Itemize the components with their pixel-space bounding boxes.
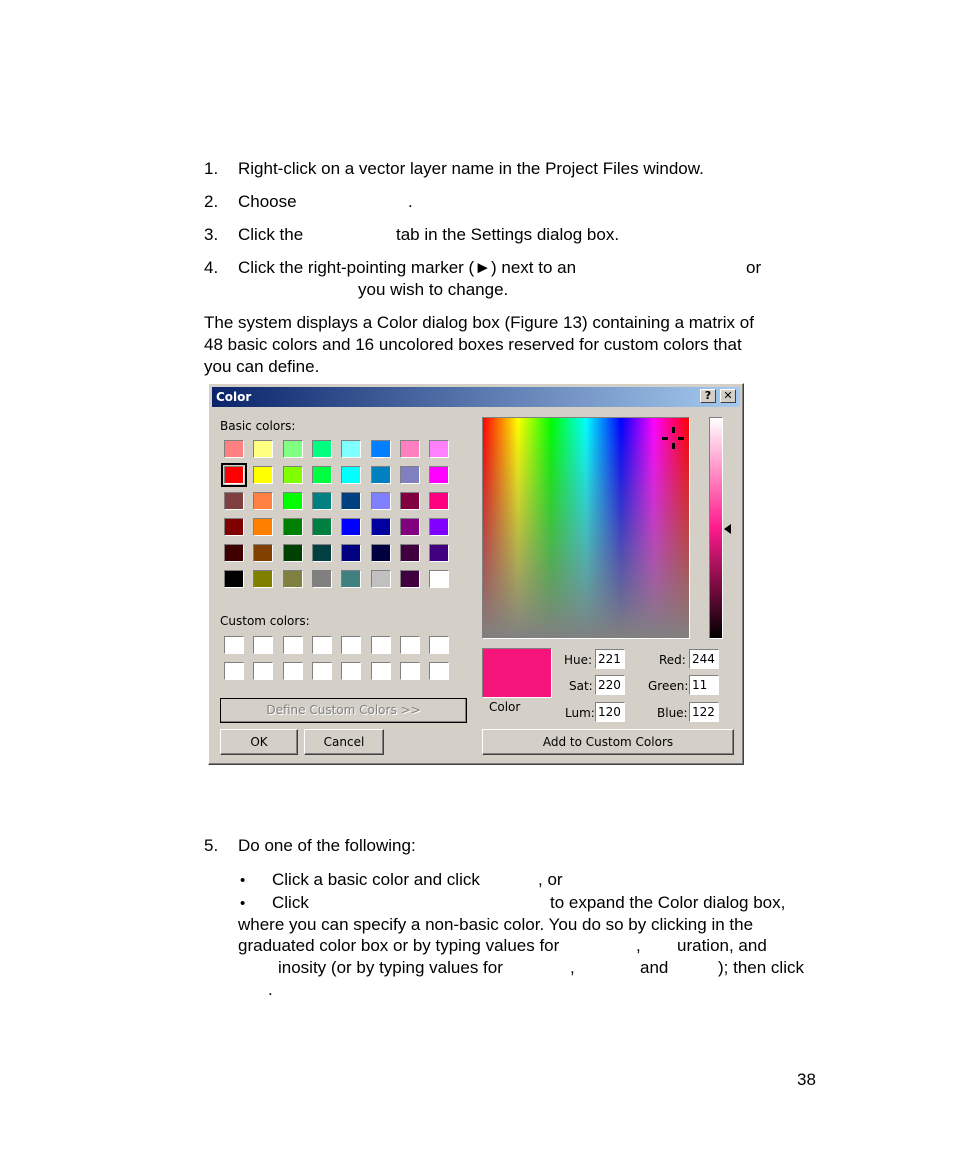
basic-color-swatch[interactable] bbox=[400, 440, 420, 458]
basic-color-swatch[interactable] bbox=[371, 544, 391, 562]
basic-color-swatch[interactable] bbox=[371, 466, 391, 484]
custom-color-swatch[interactable] bbox=[371, 662, 391, 680]
basic-color-swatch[interactable] bbox=[371, 440, 391, 458]
basic-color-swatch[interactable] bbox=[341, 544, 361, 562]
basic-color-swatch[interactable] bbox=[224, 544, 244, 562]
basic-color-swatch[interactable] bbox=[224, 466, 244, 484]
basic-color-swatch[interactable] bbox=[400, 466, 420, 484]
step-1-text: Right-click on a vector layer name in the Project Files window. bbox=[238, 159, 704, 178]
custom-color-swatch[interactable] bbox=[253, 662, 273, 680]
bullet-1-icon: • bbox=[240, 872, 246, 889]
custom-color-swatch[interactable] bbox=[283, 662, 303, 680]
basic-color-swatch[interactable] bbox=[341, 518, 361, 536]
define-custom-colors-button[interactable]: Define Custom Colors >> bbox=[220, 698, 467, 723]
basic-color-swatch[interactable] bbox=[312, 440, 332, 458]
step-2-number: 2. bbox=[204, 192, 219, 211]
basic-color-swatch[interactable] bbox=[253, 518, 273, 536]
step-3-text-a: Click the bbox=[238, 225, 304, 244]
basic-color-swatch[interactable] bbox=[400, 492, 420, 510]
bullet-2-line-4-a: inosity (or by typing values for bbox=[278, 958, 503, 977]
ok-button[interactable]: OK bbox=[220, 729, 298, 755]
basic-color-swatch[interactable] bbox=[253, 570, 273, 588]
add-to-custom-colors-button[interactable]: Add to Custom Colors bbox=[482, 729, 734, 755]
bullet-2-line-3-b: , bbox=[636, 936, 641, 955]
basic-color-swatch[interactable] bbox=[429, 570, 449, 588]
basic-color-swatch[interactable] bbox=[312, 570, 332, 588]
luminosity-marker-icon[interactable] bbox=[724, 524, 731, 534]
bullet-1-text-a: Click a basic color and click bbox=[272, 870, 480, 889]
red-input[interactable]: 244 bbox=[689, 649, 719, 669]
basic-color-swatch[interactable] bbox=[283, 544, 303, 562]
basic-color-swatch[interactable] bbox=[341, 570, 361, 588]
paragraph-line-1: The system displays a Color dialog box (Figure 13) containing a matrix of bbox=[204, 313, 754, 332]
close-button[interactable]: ✕ bbox=[720, 389, 736, 403]
bullet-2-line-4-c: and bbox=[640, 958, 669, 977]
help-button[interactable]: ? bbox=[700, 389, 716, 403]
green-label: Green: bbox=[648, 679, 689, 693]
color-preview bbox=[482, 648, 552, 698]
custom-color-swatch[interactable] bbox=[224, 662, 244, 680]
step-4-text-a: Click the right-pointing marker (►) next to an bbox=[238, 258, 577, 277]
basic-color-swatch[interactable] bbox=[371, 492, 391, 510]
luminosity-slider[interactable] bbox=[709, 417, 723, 639]
basic-color-swatch[interactable] bbox=[429, 440, 449, 458]
crosshair-icon bbox=[661, 426, 685, 450]
bullet-2-line-4-b: , bbox=[570, 958, 575, 977]
bullet-2-icon: • bbox=[240, 895, 246, 912]
step-4-text-b: or bbox=[746, 258, 762, 277]
page-number: 38 bbox=[797, 1070, 816, 1089]
basic-color-swatch[interactable] bbox=[224, 518, 244, 536]
bullet-2-line-3-c: uration, and bbox=[677, 936, 767, 955]
step-3-text-b: tab in the Settings dialog box. bbox=[396, 225, 620, 244]
lum-input[interactable]: 120 bbox=[595, 702, 625, 722]
basic-color-swatch[interactable] bbox=[253, 440, 273, 458]
basic-color-swatch[interactable] bbox=[312, 492, 332, 510]
custom-colors-label: Custom colors: bbox=[220, 614, 310, 628]
sat-input[interactable]: 220 bbox=[595, 675, 625, 695]
basic-color-swatch[interactable] bbox=[341, 440, 361, 458]
bullet-2-line-2: where you can specify a non-basic color. You do so by clicking in the bbox=[238, 915, 754, 934]
basic-color-swatch[interactable] bbox=[371, 570, 391, 588]
lum-label: Lum: bbox=[565, 706, 595, 720]
custom-color-swatch[interactable] bbox=[312, 636, 332, 654]
custom-color-swatch[interactable] bbox=[341, 636, 361, 654]
red-label: Red: bbox=[659, 653, 686, 667]
basic-color-swatch[interactable] bbox=[400, 544, 420, 562]
basic-color-swatch[interactable] bbox=[371, 518, 391, 536]
basic-color-swatch[interactable] bbox=[312, 466, 332, 484]
basic-color-swatch[interactable] bbox=[224, 440, 244, 458]
green-input[interactable]: 11 bbox=[689, 675, 719, 695]
paragraph-line-3: you can define. bbox=[204, 357, 320, 376]
basic-color-swatch[interactable] bbox=[341, 492, 361, 510]
basic-color-swatch[interactable] bbox=[429, 492, 449, 510]
hue-label: Hue: bbox=[564, 653, 593, 667]
basic-color-swatch[interactable] bbox=[400, 570, 420, 588]
custom-color-swatch[interactable] bbox=[224, 636, 244, 654]
dialog-title: Color bbox=[216, 390, 252, 404]
basic-color-swatch[interactable] bbox=[312, 518, 332, 536]
step-5-text: Do one of the following: bbox=[238, 836, 416, 855]
color-dialog bbox=[208, 383, 744, 765]
basic-colors-label: Basic colors: bbox=[220, 419, 296, 433]
paragraph-line-2: 48 basic colors and 16 uncolored boxes reserved for custom colors that bbox=[204, 335, 742, 354]
color-spectrum-box[interactable] bbox=[482, 417, 690, 639]
hue-input[interactable]: 221 bbox=[595, 649, 625, 669]
color-solid-label: Color bbox=[489, 700, 521, 714]
bullet-2-line-5: . bbox=[268, 980, 273, 999]
custom-color-swatch[interactable] bbox=[283, 636, 303, 654]
step-2-text: Choose bbox=[238, 192, 297, 211]
bullet-2-text-a: Click bbox=[272, 893, 309, 912]
cancel-button[interactable]: Cancel bbox=[304, 729, 384, 755]
basic-color-swatch[interactable] bbox=[429, 518, 449, 536]
basic-color-swatch[interactable] bbox=[253, 544, 273, 562]
basic-color-swatch[interactable] bbox=[429, 466, 449, 484]
dialog-titlebar bbox=[212, 387, 740, 407]
basic-color-swatch[interactable] bbox=[341, 466, 361, 484]
step-1-number: 1. bbox=[204, 159, 219, 178]
basic-color-swatch[interactable] bbox=[283, 492, 303, 510]
bullet-1-text-b: , or bbox=[538, 870, 563, 889]
basic-color-swatch[interactable] bbox=[400, 518, 420, 536]
step-4-number: 4. bbox=[204, 258, 219, 277]
basic-color-swatch[interactable] bbox=[253, 492, 273, 510]
bullet-2-line-3-a: graduated color box or by typing values for bbox=[238, 936, 560, 955]
basic-color-swatch[interactable] bbox=[429, 544, 449, 562]
basic-color-swatch[interactable] bbox=[224, 570, 244, 588]
custom-color-swatch[interactable] bbox=[341, 662, 361, 680]
step-5-number: 5. bbox=[204, 836, 219, 855]
custom-color-swatch[interactable] bbox=[253, 636, 273, 654]
basic-color-swatch[interactable] bbox=[283, 570, 303, 588]
basic-color-swatch[interactable] bbox=[253, 466, 273, 484]
basic-color-swatch[interactable] bbox=[283, 466, 303, 484]
custom-color-swatch[interactable] bbox=[400, 636, 420, 654]
step-3-number: 3. bbox=[204, 225, 219, 244]
basic-color-swatch[interactable] bbox=[224, 492, 244, 510]
step-2-period: . bbox=[408, 192, 413, 211]
bullet-2-text-b: to expand the Color dialog box, bbox=[550, 893, 786, 912]
bullet-2-line-4-d: ); then click bbox=[718, 958, 804, 977]
basic-color-swatch[interactable] bbox=[283, 440, 303, 458]
basic-color-swatch[interactable] bbox=[283, 518, 303, 536]
blue-input[interactable]: 122 bbox=[689, 702, 719, 722]
custom-color-swatch[interactable] bbox=[312, 662, 332, 680]
basic-color-swatch[interactable] bbox=[312, 544, 332, 562]
step-4-text-c: you wish to change. bbox=[358, 280, 509, 299]
custom-color-swatch[interactable] bbox=[429, 636, 449, 654]
custom-color-swatch[interactable] bbox=[429, 662, 449, 680]
blue-label: Blue: bbox=[657, 706, 688, 720]
sat-label: Sat: bbox=[569, 679, 593, 693]
custom-color-swatch[interactable] bbox=[400, 662, 420, 680]
custom-color-swatch[interactable] bbox=[371, 636, 391, 654]
